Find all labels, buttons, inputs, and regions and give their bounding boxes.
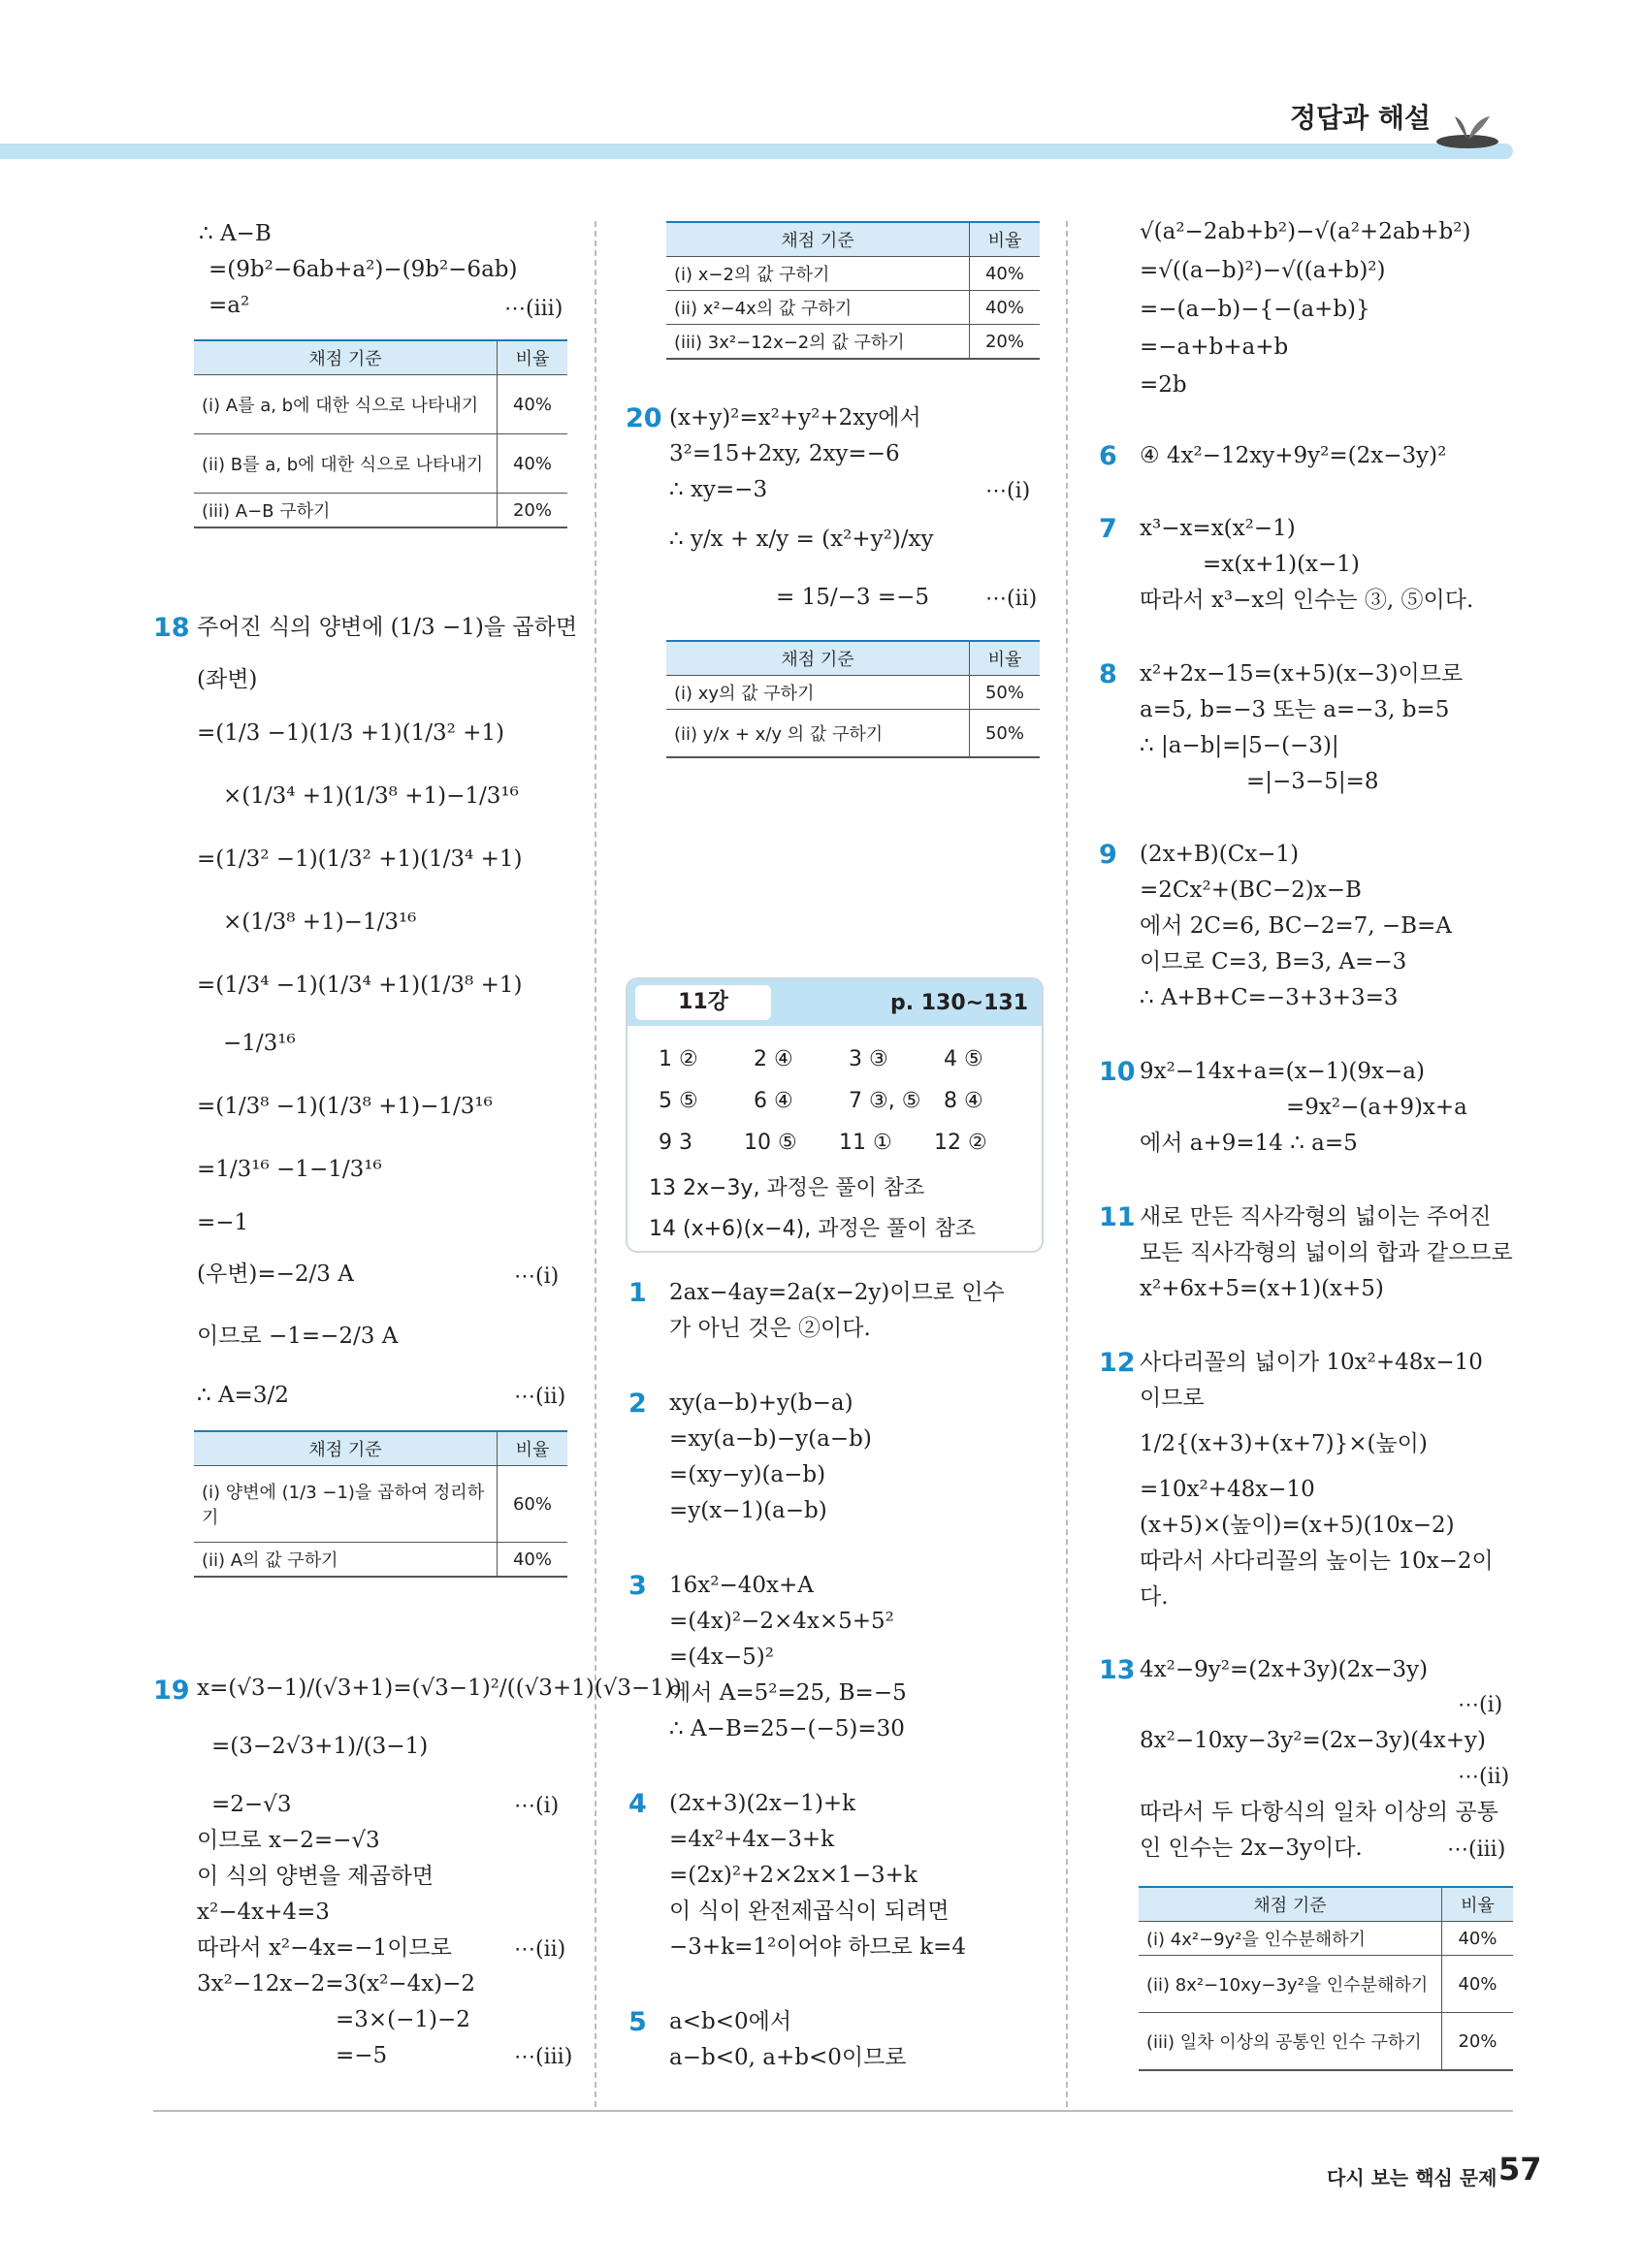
table-cell: (ii) B를 a, b에 대한 식으로 나타내기 bbox=[194, 434, 498, 494]
table-cell: 40% bbox=[498, 434, 568, 494]
table-header: 채점 기준 bbox=[666, 641, 970, 676]
answer-item: 3 ③ bbox=[849, 1047, 888, 1071]
question-number: 18 bbox=[153, 613, 190, 643]
step-mark: ⋯(iii) bbox=[504, 297, 563, 321]
math-line: 이 식의 양변을 제곱하면 bbox=[197, 1864, 435, 1889]
math-line: x=(√3−1)/(√3+1)=(√3−1)²/((√3+1)(√3−1)) bbox=[197, 1676, 682, 1701]
math-line: =(9b²−6ab+a²)−(9b²−6ab) bbox=[209, 257, 518, 282]
math-line: = 15/−3 =−5 bbox=[776, 585, 929, 610]
table-header: 비율 bbox=[1442, 1887, 1514, 1922]
math-line: −3+k=1²이어야 하므로 k=4 bbox=[669, 1934, 967, 1960]
table-cell: 40% bbox=[970, 291, 1041, 325]
answer-item: 13 2x−3y, 과정은 풀이 참조 bbox=[649, 1176, 925, 1200]
math-line: =−a+b+a+b bbox=[1140, 335, 1289, 360]
question-number: 6 bbox=[1099, 441, 1117, 471]
math-line: x³−x=x(x²−1) bbox=[1140, 516, 1296, 541]
math-line: 1/2{(x+3)+(x+7)}×(높이) bbox=[1140, 1431, 1428, 1456]
question-number: 2 bbox=[628, 1389, 647, 1419]
math-line: 인 인수는 2x−3y이다. bbox=[1140, 1836, 1363, 1861]
table-cell: (i) x−2의 값 구하기 bbox=[666, 257, 970, 291]
answer-item: 12 ② bbox=[934, 1131, 987, 1155]
scoring-table bbox=[666, 221, 1040, 360]
table-cell: (ii) y/x + x/y 의 값 구하기 bbox=[666, 710, 970, 758]
question-number: 3 bbox=[628, 1571, 647, 1601]
math-line: 이 식이 완전제곱식이 되려면 bbox=[669, 1899, 950, 1924]
math-line: =4x²+4x−3+k bbox=[669, 1827, 835, 1852]
math-line: =(4x−5)² bbox=[669, 1645, 774, 1670]
scoring-table bbox=[194, 339, 567, 528]
math-line: 따라서 x²−4x=−1이므로 bbox=[197, 1935, 452, 1961]
math-line: 따라서 두 다항식의 일차 이상의 공통 bbox=[1140, 1800, 1498, 1825]
math-line: =x(x+1)(x−1) bbox=[1203, 552, 1360, 577]
step-mark: ⋯(i) bbox=[514, 1264, 560, 1289]
answer-item: 8 ④ bbox=[944, 1089, 983, 1113]
math-line: √(a²−2ab+b²)−√(a²+2ab+b²) bbox=[1140, 219, 1471, 244]
scoring-table bbox=[666, 640, 1040, 758]
math-line: 따라서 x³−x의 인수는 ③, ⑤이다. bbox=[1140, 588, 1474, 613]
table-cell: 40% bbox=[1442, 1956, 1514, 2013]
page-number: 57 bbox=[1498, 2151, 1542, 2188]
step-mark: ⋯(i) bbox=[985, 479, 1031, 503]
math-line: x²+2x−15=(x+5)(x−3)이므로 bbox=[1140, 661, 1464, 687]
table-header: 채점 기준 bbox=[1139, 1887, 1442, 1922]
question-number: 20 bbox=[626, 403, 662, 433]
answer-item: 10 ⑤ bbox=[744, 1131, 797, 1155]
table-cell: (i) xy의 값 구하기 bbox=[666, 676, 970, 710]
math-line: 가 아닌 것은 ②이다. bbox=[669, 1316, 871, 1341]
question-number: 9 bbox=[1099, 840, 1117, 870]
table-header: 채점 기준 bbox=[194, 340, 498, 375]
math-line: =y(x−1)(a−b) bbox=[669, 1498, 827, 1523]
header-title: 정답과 해설 bbox=[1290, 102, 1431, 134]
table-cell: (ii) x²−4x의 값 구하기 bbox=[666, 291, 970, 325]
math-line: 에서 A=5²=25, B=−5 bbox=[669, 1680, 907, 1706]
column-divider bbox=[595, 221, 596, 2107]
math-line: =−1 bbox=[197, 1210, 249, 1235]
math-line: ∴ |a−b|=|5−(−3)| bbox=[1140, 733, 1339, 758]
math-line: 모든 직사각형의 넓이의 합과 같으므로 bbox=[1140, 1240, 1513, 1265]
table-cell: 40% bbox=[970, 257, 1041, 291]
table-cell: 40% bbox=[498, 1543, 568, 1578]
step-mark: ⋯(iii) bbox=[1447, 1837, 1506, 1862]
table-cell: (iii) A−B 구하기 bbox=[194, 494, 498, 528]
math-line: =(2x)²+2×2x×1−3+k bbox=[669, 1863, 918, 1888]
step-mark: ⋯(i) bbox=[1458, 1693, 1503, 1717]
table-header: 비율 bbox=[498, 340, 568, 375]
table-cell: 40% bbox=[498, 375, 568, 434]
math-line: 16x²−40x+A bbox=[669, 1573, 814, 1598]
math-line: x²+6x+5=(x+1)(x+5) bbox=[1140, 1276, 1384, 1301]
math-line: a<b<0에서 bbox=[669, 2009, 792, 2034]
math-line: 이므로 x−2=−√3 bbox=[197, 1828, 380, 1853]
math-line: =3×(−1)−2 bbox=[336, 2007, 470, 2032]
math-line: 3²=15+2xy, 2xy=−6 bbox=[669, 441, 900, 466]
math-line: 3x²−12x−2=3(x²−4x)−2 bbox=[197, 1971, 476, 1996]
question-number: 10 bbox=[1099, 1057, 1136, 1087]
table-header: 비율 bbox=[970, 641, 1041, 676]
lesson-answer-box bbox=[626, 977, 1044, 1253]
question-number: 13 bbox=[1099, 1655, 1136, 1685]
math-line: (2x+B)(Cx−1) bbox=[1140, 842, 1300, 867]
table-cell: 20% bbox=[1442, 2013, 1514, 2071]
math-line: =(1/3² −1)(1/3² +1)(1/3⁴ +1) bbox=[197, 847, 523, 872]
answer-item: 4 ⑤ bbox=[944, 1047, 983, 1071]
question-number: 1 bbox=[628, 1278, 647, 1308]
table-cell: 50% bbox=[970, 676, 1041, 710]
table-cell: (iii) 일차 이상의 공통인 인수 구하기 bbox=[1139, 2013, 1442, 2071]
math-line: =(1/3⁴ −1)(1/3⁴ +1)(1/3⁸ +1) bbox=[197, 973, 523, 998]
math-line: 이므로 bbox=[1140, 1386, 1205, 1411]
header-band bbox=[0, 144, 1513, 159]
step-mark: ⋯(ii) bbox=[514, 1385, 566, 1409]
math-line: −1/3¹⁶ bbox=[223, 1031, 296, 1056]
table-cell: (i) 양변에 (1/3 −1)을 곱하여 정리하기 bbox=[194, 1466, 498, 1543]
question-number: 7 bbox=[1099, 514, 1117, 544]
math-line: =10x²+48x−10 bbox=[1140, 1477, 1315, 1502]
table-cell: (ii) 8x²−10xy−3y²을 인수분해하기 bbox=[1139, 1956, 1442, 2013]
math-line: 2ax−4ay=2a(x−2y)이므로 인수 bbox=[669, 1280, 1005, 1305]
answer-item: 5 ⑤ bbox=[659, 1089, 698, 1113]
math-line: =2Cx²+(BC−2)x−B bbox=[1140, 878, 1362, 903]
answer-item: 2 ④ bbox=[754, 1047, 793, 1071]
footer-rule bbox=[153, 2110, 1513, 2112]
math-line: =(1/3⁸ −1)(1/3⁸ +1)−1/3¹⁶ bbox=[197, 1094, 493, 1119]
math-line: a=5, b=−3 또는 a=−3, b=5 bbox=[1140, 697, 1450, 722]
table-cell: (iii) 3x²−12x−2의 값 구하기 bbox=[666, 325, 970, 360]
table-header: 비율 bbox=[498, 1431, 568, 1466]
math-line: ∴ A−B=25−(−5)=30 bbox=[669, 1716, 905, 1741]
question-number: 11 bbox=[1099, 1202, 1136, 1232]
answer-item: 11 ① bbox=[839, 1131, 892, 1155]
math-line: =(3−2√3+1)/(3−1) bbox=[211, 1734, 429, 1759]
math-line: 새로 만든 직사각형의 넓이는 주어진 bbox=[1140, 1204, 1492, 1230]
math-line: a−b<0, a+b<0이므로 bbox=[669, 2045, 907, 2070]
math-line: 에서 2C=6, BC−2=7, −B=A bbox=[1140, 913, 1452, 939]
math-line: 이므로 −1=−2/3 A bbox=[197, 1324, 399, 1349]
math-line: =(1/3 −1)(1/3 +1)(1/3² +1) bbox=[197, 720, 505, 746]
answer-item: 9 3 bbox=[659, 1131, 692, 1155]
column-divider bbox=[1066, 221, 1068, 2107]
scoring-table bbox=[194, 1430, 567, 1578]
step-mark: ⋯(iii) bbox=[514, 2045, 573, 2069]
math-line: ④ 4x²−12xy+9y²=(2x−3y)² bbox=[1140, 443, 1447, 468]
question-number: 8 bbox=[1099, 659, 1117, 689]
math-line: ∴ y/x + x/y = (x²+y²)/xy bbox=[669, 527, 934, 552]
math-line: 주어진 식의 양변에 (1/3 −1)을 곱하면 bbox=[197, 615, 578, 640]
math-line: 4x²−9y²=(2x+3y)(2x−3y) bbox=[1140, 1657, 1429, 1682]
step-mark: ⋯(i) bbox=[514, 1794, 560, 1818]
math-line: =−(a−b)−{−(a+b)} bbox=[1140, 297, 1370, 322]
question-number: 19 bbox=[153, 1676, 190, 1706]
table-cell: 60% bbox=[498, 1466, 568, 1543]
math-line: (좌변) bbox=[197, 667, 258, 692]
lesson-pages: p. 130~131 bbox=[889, 991, 1028, 1015]
math-line: (x+y)²=x²+y²+2xy에서 bbox=[669, 405, 921, 431]
math-line: x²−4x+4=3 bbox=[197, 1900, 330, 1925]
table-cell: 40% bbox=[1442, 1922, 1514, 1956]
table-cell: 20% bbox=[498, 494, 568, 528]
answer-item: 14 (x+6)(x−4), 과정은 풀이 참조 bbox=[649, 1217, 976, 1241]
math-line: 사다리꼴의 넓이가 10x²+48x−10 bbox=[1140, 1350, 1483, 1375]
question-number: 5 bbox=[628, 2007, 647, 2037]
math-line: =|−3−5|=8 bbox=[1246, 769, 1379, 794]
answer-item: 6 ④ bbox=[754, 1089, 793, 1113]
math-line: ×(1/3⁸ +1)−1/3¹⁶ bbox=[223, 910, 417, 935]
math-line: 8x²−10xy−3y²=(2x−3y)(4x+y) bbox=[1140, 1728, 1486, 1753]
step-mark: ⋯(ii) bbox=[1458, 1765, 1510, 1789]
table-cell: (i) A를 a, b에 대한 식으로 나타내기 bbox=[194, 375, 498, 434]
math-line: 에서 a+9=14 ∴ a=5 bbox=[1140, 1131, 1358, 1156]
table-cell: 50% bbox=[970, 710, 1041, 758]
math-line: =a² bbox=[209, 293, 250, 318]
math-line: =−5 bbox=[336, 2043, 388, 2068]
math-line: =2−√3 bbox=[211, 1792, 292, 1817]
math-line: =xy(a−b)−y(a−b) bbox=[669, 1426, 872, 1452]
step-mark: ⋯(ii) bbox=[985, 587, 1038, 611]
math-line: ∴ A−B bbox=[199, 221, 272, 246]
math-line: =2b bbox=[1140, 372, 1187, 398]
table-header: 채점 기준 bbox=[194, 1431, 498, 1466]
question-number: 4 bbox=[628, 1789, 647, 1819]
math-line: (2x+3)(2x−1)+k bbox=[669, 1791, 856, 1816]
math-line: =1/3¹⁶ −1−1/3¹⁶ bbox=[197, 1157, 382, 1182]
math-line: =9x²−(a+9)x+a bbox=[1286, 1095, 1467, 1120]
table-cell: (ii) A의 값 구하기 bbox=[194, 1543, 498, 1578]
math-line: =(xy−y)(a−b) bbox=[669, 1462, 826, 1487]
footer-label: 다시 보는 핵심 문제 bbox=[1327, 2166, 1497, 2189]
math-line: 다. bbox=[1140, 1584, 1169, 1610]
math-line: =√((a−b)²)−√((a+b)²) bbox=[1140, 258, 1386, 283]
math-line: ∴ xy=−3 bbox=[669, 477, 768, 502]
math-line: (우변)=−2/3 A bbox=[197, 1262, 354, 1287]
math-line: xy(a−b)+y(b−a) bbox=[669, 1390, 853, 1416]
answer-item: 7 ③, ⑤ bbox=[849, 1089, 921, 1113]
table-cell: 20% bbox=[970, 325, 1041, 360]
math-line: ×(1/3⁴ +1)(1/3⁸ +1)−1/3¹⁶ bbox=[223, 783, 519, 809]
table-cell: (i) 4x²−9y²을 인수분해하기 bbox=[1139, 1922, 1442, 1956]
sprout-icon bbox=[1433, 105, 1501, 148]
table-header: 채점 기준 bbox=[666, 222, 970, 257]
lesson-tab: 11강 bbox=[635, 985, 771, 1020]
math-line: 이므로 C=3, B=3, A=−3 bbox=[1140, 949, 1407, 974]
math-line: 9x²−14x+a=(x−1)(9x−a) bbox=[1140, 1059, 1425, 1084]
table-header: 비율 bbox=[970, 222, 1041, 257]
math-line: =(4x)²−2×4x×5+5² bbox=[669, 1609, 894, 1634]
step-mark: ⋯(ii) bbox=[514, 1937, 566, 1962]
scoring-table bbox=[1139, 1886, 1513, 2071]
question-number: 12 bbox=[1099, 1348, 1136, 1378]
math-line: ∴ A=3/2 bbox=[197, 1383, 289, 1408]
math-line: ∴ A+B+C=−3+3+3=3 bbox=[1140, 985, 1399, 1010]
math-line: (x+5)×(높이)=(x+5)(10x−2) bbox=[1140, 1513, 1455, 1538]
answer-item: 1 ② bbox=[659, 1047, 698, 1071]
math-line: 따라서 사다리꼴의 높이는 10x−2이 bbox=[1140, 1549, 1494, 1574]
